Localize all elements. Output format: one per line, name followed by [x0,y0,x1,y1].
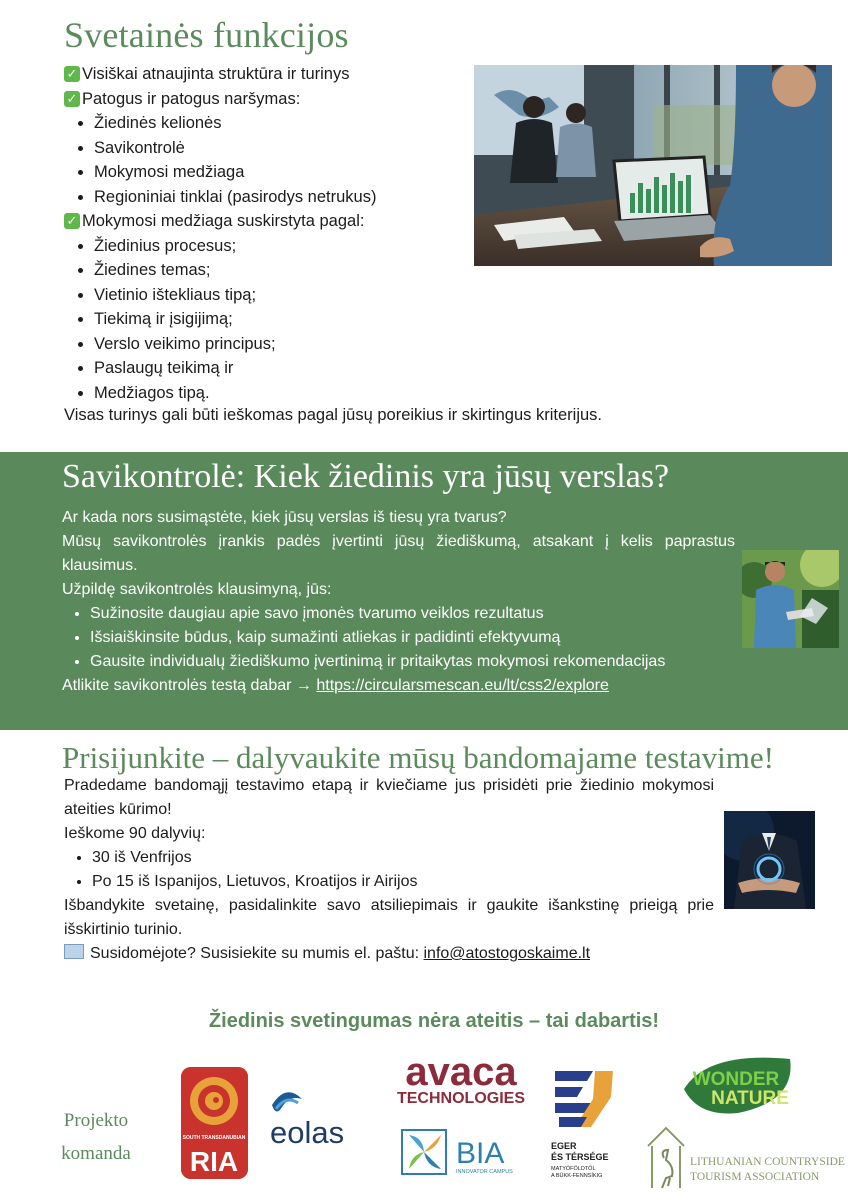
list-item: • Sužinosite daugiau apie savo įmonės tvarumo veiklos rezultatus [90,602,735,626]
feature-check-line [64,87,464,112]
team-label-line: komanda [61,1143,131,1164]
list-item: • Žiedinius procesus; [94,234,464,259]
bia-subtitle: INNOVATOR CAMPUS [456,1169,513,1175]
project-team-label [50,1104,142,1170]
eger-line-2: ÉS TÉRSÉGE [551,1152,609,1162]
avaca-wordmark: avaca [405,1053,517,1094]
list-item: • Išsiaiškinsite būdus, kaip sumažinti atliekas ir padidinti efektyvumą [90,626,735,650]
list-item: • Regioniniai tinklai (pasirodys netrukus) [94,185,464,210]
pilot-testing-body [64,774,714,966]
feature-check-line [64,209,464,234]
navigation-sections-list [64,111,464,209]
list-item: • Mokymosi medžiaga [94,160,464,185]
section-title-features: Svetainės funkcijos [64,15,349,55]
list-item: • Žiedines temas; [94,258,464,283]
self-assessment-body [62,506,735,698]
ria-wordmark: RIA [189,1146,239,1177]
eger-line-3: MATYÓFÖLDTŐL [551,1166,596,1172]
self-assessment-section [0,452,848,730]
team-label-line: Projekto [63,1110,129,1131]
check-mark-icon: ✓ [64,66,80,82]
participants-list [64,846,714,894]
paragraph: Ieškome 90 dalyvių: [64,825,206,842]
man-with-tablet-photo [742,550,839,648]
paragraph: Mūsų savikontrolės įrankis padės įvertinti jūsų žiediškumą, atsakant į kelis paprastus klausimus. [62,533,735,574]
paragraph: Užpildę savikontrolės klausimyną, jūs: [62,581,332,598]
eolas-logo [268,1085,354,1149]
eolas-wordmark: eolas [270,1115,345,1149]
list-item: • 30 iš Venfrijos [92,846,714,870]
list-item: • Žiedinės kelionės [94,111,464,136]
section-title-self-assessment: Savikontrolė: Kiek žiedinis yra jūsų verslas? [62,458,670,495]
benefits-list [62,602,735,674]
paragraph: Išbandykite svetainę, pasidalinkite savo atsiliepimais ir gaukite išankstinę prieigą prie išskirtinio turinio. [64,897,714,938]
list-item: • Medžiagos tipą. [94,381,464,406]
call-to-action [62,674,735,698]
feature-text: Visiškai atnaujinta struktūra ir turinys [82,65,350,83]
wonder-nature-logo [678,1055,800,1117]
check-mark-icon: ✓ [64,91,80,107]
ria-logo [181,1067,248,1179]
businessman-phone-photo [724,811,815,909]
envelope-icon [64,944,84,959]
feature-check-line [64,62,464,87]
list-item: • Tiekimą ir įsigijimą; [94,307,464,332]
office-laptop-photo [474,65,832,266]
cta-text: Atlikite savikontrolės testą dabar → [62,677,317,694]
contact-email-link[interactable]: info@atostogoskaime.lt [423,945,591,962]
list-item: • Gausite individualų žiediškumo įvertinimą ir pritaikytas mokymosi rekomendacijas [90,650,735,674]
check-mark-icon: ✓ [64,213,80,229]
paragraph: Pradedame bandomąjį testavimo etapą ir kviečiame jus prisidėti prie žiedinio mokymosi ateities kūrimo! [64,777,714,818]
feature-text: Patogus ir patogus naršymas: [82,89,301,108]
nature-wordmark: NATURE [711,1088,789,1109]
contact-line [64,942,714,966]
avaca-subtitle: TECHNOLOGIES [396,1090,526,1107]
contact-text: Susidomėjote? Susisiekite su mumis el. paštu: [90,945,424,962]
section-title-pilot-testing: Prisijunkite – dalyvaukite mūsų bandomajame testavime! [62,740,774,775]
features-list [64,62,464,405]
list-item: • Verslo veikimo principus; [94,332,464,357]
paragraph: Ar kada nors susimąstėte, kiek jūsų verslas iš tiesų yra tvarus? [62,509,507,526]
eger-line-1: EGER [551,1141,577,1151]
wonder-wordmark: WONDER [692,1069,780,1090]
lithuanian-countryside-tourism-logo [646,1124,846,1190]
list-item: • Vietinio ištekliaus tipą; [94,283,464,308]
bia-logo [401,1129,521,1177]
list-item: • Paslaugų teikimą ir [94,356,464,381]
feature-text: Mokymosi medžiaga suskirstyta pagal: [82,212,365,230]
avaca-technologies-logo [391,1053,531,1107]
self-assessment-link[interactable]: https://circularsmescan.eu/lt/css2/explore [316,677,609,694]
eger-es-tersege-logo [551,1067,617,1187]
ltca-line-2: TOURISM ASSOCIATION [690,1171,820,1183]
bia-wordmark: BIA [456,1137,505,1170]
ltca-line-1: LITHUANIAN COUNTRYSIDE [690,1156,845,1168]
ria-small-text: SOUTH TRANSDANUBIAN [182,1135,246,1141]
list-item: • Savikontrolė [94,136,464,161]
material-categories-list [64,234,464,406]
list-item: • Po 15 iš Ispanijos, Lietuvos, Kroatijos ir Airijos [92,870,714,894]
eger-line-4: A BÜKK-FENNSÍKIG [551,1173,603,1179]
tagline: Žiedinis svetingumas nėra ateitis – tai dabartis! [208,1010,660,1032]
search-note: Visas turinys gali būti ieškomas pagal jūsų poreikius ir skirtingus kriterijus. [64,406,602,424]
